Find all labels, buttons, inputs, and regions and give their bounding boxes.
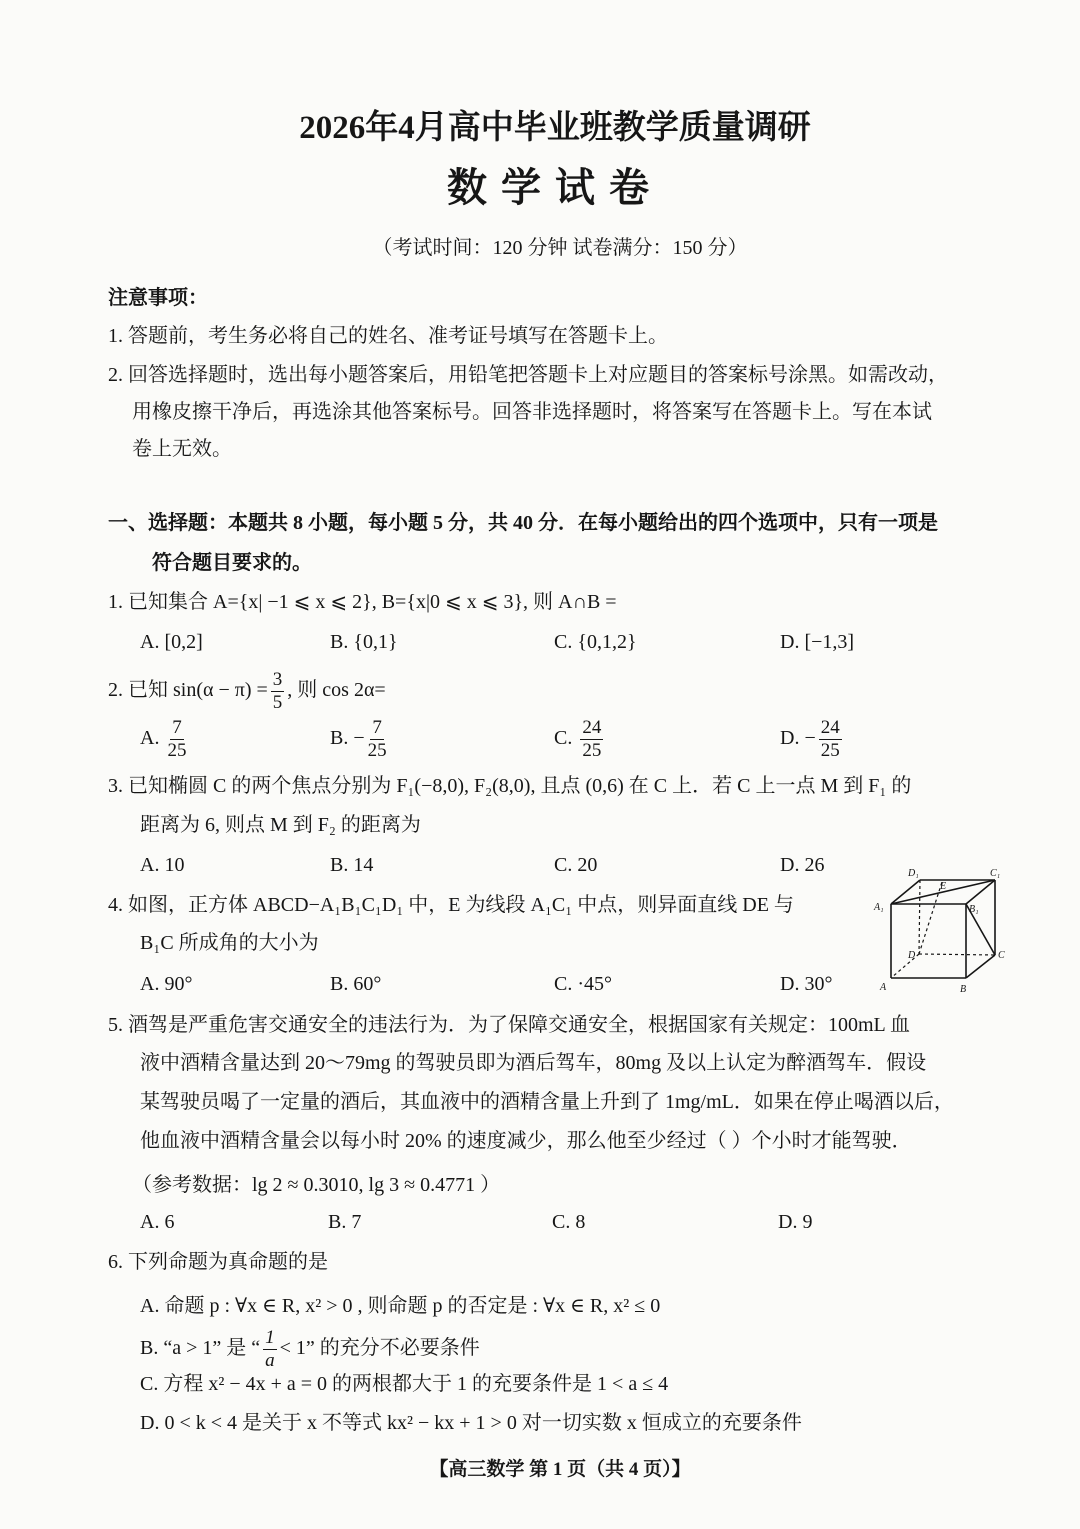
q2-stem-post: , 则 cos 2α= [287,679,386,701]
q5-reference: （参考数据：lg 2 ≈ 0.3010, lg 3 ≈ 0.4771 ） [132,1174,501,1196]
question-5-cont: 液中酒精含量达到 20～79mg 的驾驶员即为酒后驾车，80mg 及以上认定为醉酒驾车．假设 [140,1052,927,1074]
label-b1: B₁ [969,904,979,915]
q2-stem-pre: 2. 已知 sin(α − π) = [108,679,268,701]
q4-option-a: A. 90° [140,973,193,995]
section-heading-cont: 符合题目要求的。 [152,552,312,574]
question-1: 1. 已知集合 A={x| −1 ⩽ x ⩽ 2}, B={x|0 ⩽ x ⩽ 3}, 则 A∩B = [108,591,617,613]
notice-item: 1. 答题前，考生务必将自己的姓名、准考证号填写在答题卡上。 [108,325,668,347]
label-e: E [940,881,947,892]
question-6: 6. 下列命题为真命题的是 [108,1251,328,1273]
q6-option-b: B. “a > 1” 是 “ $\frac{1}{a}$ < 1” 的充分不必要条件 [140,1326,480,1371]
q3-option-b: B. 14 [330,854,374,876]
question-4: 4. 如图，正方体 ABCD−A₁B₁C₁D₁ 中，E 为线段 A₁C₁ 中点，则异面直线 DE 与 [108,894,794,916]
q6-option-a: A. 命题 p : ∀x ∈ R, x² > 0 , 则命题 p 的否定是 : ∀x ∈ R, x² ≤ 0 [140,1295,661,1317]
label-c: C [998,950,1005,961]
q1-option-c: C. {0,1,2} [554,631,637,653]
label-d1: D₁ [908,868,919,879]
notice-item: 用橡皮擦干净后，再选涂其他答案标号。回答非选择题时，将答案写在答题卡上。写在本试 [132,401,932,423]
q1-option-d: D. [−1,3] [780,631,855,653]
question-4-cont: B₁C 所成角的大小为 [140,932,319,954]
q5-option-b: B. 7 [328,1211,362,1233]
q5-option-a: A. 6 [140,1211,175,1233]
page-footer: 【高三数学 第 1 页（共 4 页）】 [429,1459,691,1480]
q2-option-d: D. − $\frac{24}{25}$ [780,716,840,761]
question-3-cont: 距离为 6, 则点 M 到 F₂ 的距离为 [140,814,421,836]
fraction: $\frac{3}{5}$ [272,668,283,713]
label-c1: C₁ [990,868,1001,879]
exam-info: （考试时间：120 分钟 试卷满分：150 分） [372,237,748,259]
question-3: 3. 已知椭圆 C 的两个焦点分别为 F₁(−8,0), F₂(8,0), 且点 (0,6) 在 C 上．若 C 上一点 M 到 F₁ 的 [108,775,912,797]
q4-option-b: B. 60° [330,973,382,995]
question-2 [108,666,386,714]
q3-option-d: D. 26 [780,854,825,876]
q2-option-a: A. $\frac{7}{25}$ [140,716,187,761]
label-d: D [908,950,916,961]
q6-option-d: D. 0 < k < 4 是关于 x 不等式 kx² − kx + 1 > 0 对一切实数 x 恒成立的充要条件 [140,1412,802,1434]
q2-option-c: C. $\frac{24}{25}$ [554,716,602,761]
q1-option-a: A. [0,2] [140,631,203,653]
notice-heading: 注意事项： [108,287,208,309]
q3-option-a: A. 10 [140,854,185,876]
q6-option-c: C. 方程 x² − 4x + a = 0 的两根都大于 1 的充要条件是 1 < a ≤ 4 [140,1373,669,1395]
q3-option-c: C. 20 [554,854,598,876]
label-b: B [960,984,967,995]
q5-option-d: D. 9 [778,1211,813,1233]
exam-title: 2026年4月高中毕业班教学质量调研 [299,110,811,146]
label-a: A [880,982,887,993]
q5-option-c: C. 8 [552,1211,586,1233]
exam-subtitle: 数学试卷 [447,165,663,210]
q4-option-c: C. ·45° [554,973,612,995]
label-a1: A₁ [874,902,884,913]
question-5: 5. 酒驾是严重危害交通安全的违法行为．为了保障交通安全，根据国家有关规定：100mL 血 [108,1014,911,1036]
q2-option-b: B. − $\frac{7}{25}$ [330,716,387,761]
notice-item: 2. 回答选择题时，选出每小题答案后，用铅笔把答题卡上对应题目的答案标号涂黑。如需改动， [108,364,948,386]
q1-option-b: B. {0,1} [330,631,398,653]
q4-option-d: D. 30° [780,973,833,995]
question-5-cont: 他血液中酒精含量会以每小时 20% 的速度减少，那么他至少经过（ ）个小时才能驾驶． [140,1130,912,1152]
notice-item: 卷上无效。 [132,438,232,460]
section-heading: 一、选择题：本题共 8 小题，每小题 5 分，共 40 分．在每小题给出的四个选项中，只有一项是 [108,512,938,534]
cube-figure [860,860,1020,1000]
question-5-cont: 某驾驶员喝了一定量的酒后，其血液中的酒精含量上升到了 1mg/mL．如果在停止喝酒以后， [140,1091,954,1113]
